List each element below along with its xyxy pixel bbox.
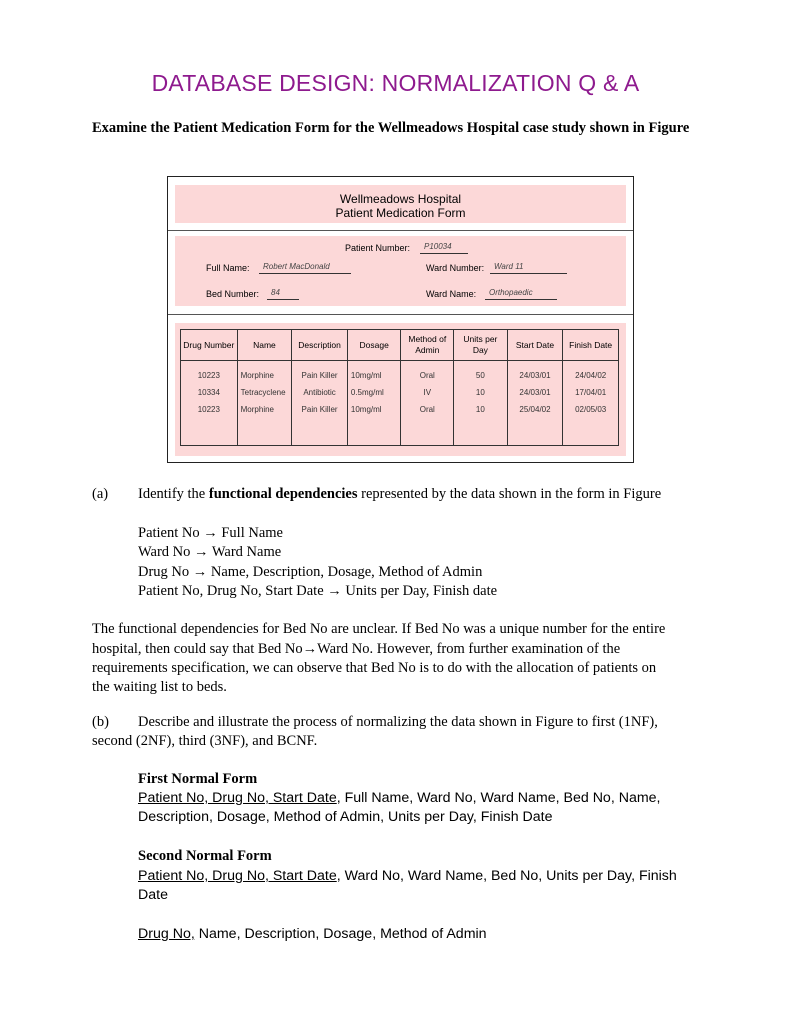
form-medication-band [175, 323, 626, 456]
method-cell: Oral IV Oral [401, 361, 454, 446]
question-b-text: second (2NF), third (3NF), and BCNF. [92, 733, 318, 749]
fd-note-line: hospital, then could say that Bed No→Ward No. However, from further examination of the [92, 641, 621, 657]
form-name: Patient Medication Form [335, 206, 466, 220]
fd-item: Patient No → Full Name [138, 525, 283, 541]
description-cell: Pain Killer Antibiotic Pain Killer [292, 361, 348, 446]
fd-item: Ward No → Ward Name [138, 544, 282, 560]
nf1-relation: Patient No, Drug No, Start Date, Full Name, Ward No, Ward Name, Bed No, Name, [138, 790, 661, 806]
bed-number-label: Bed Number: [206, 289, 260, 299]
patient-number-label: Patient Number: [345, 243, 411, 253]
nf2-heading: Second Normal Form [138, 848, 272, 864]
question-b-label: (b) [92, 714, 109, 730]
finish-date-cell: 24/04/02 17/04/01 02/05/03 [563, 361, 619, 446]
form-hospital-name: Wellmeadows Hospital [339, 192, 462, 206]
fd-note-line: The functional dependencies for Bed No are unclear. If Bed No was a unique number for the entire [92, 621, 666, 637]
full-name-value: Robert MacDonald [259, 262, 351, 274]
column-header: Units per Day [454, 330, 508, 361]
ward-number-label: Ward Number: [426, 263, 485, 273]
patient-medication-form-figure [167, 176, 634, 463]
column-header: Finish Date [563, 330, 619, 361]
dosage-cell: 10mg/ml 0.5mg/ml 10mg/ml [347, 361, 401, 446]
nf1-heading: First Normal Form [138, 771, 258, 787]
bed-number-value: 84 [267, 288, 299, 300]
intro-text: Examine the Patient Medication Form for the Wellmeadows Hospital case study shown in Figure [92, 120, 690, 136]
ward-name-label: Ward Name: [426, 289, 477, 299]
question-a-label: (a) [92, 486, 109, 502]
fd-item: Patient No, Drug No, Start Date → Units per Day, Finish date [138, 583, 498, 599]
ward-name-value: Orthopaedic [485, 288, 557, 300]
ward-number-value: Ward 11 [490, 262, 567, 274]
form-header-band [175, 185, 626, 223]
page-title: DATABASE DESIGN: NORMALIZATION Q & A [151, 70, 640, 96]
column-header: Method of Admin [401, 330, 454, 361]
table-row [181, 361, 619, 446]
column-header: Dosage [347, 330, 401, 361]
form-patient-info-band [175, 236, 626, 306]
nf2-relation-cont: Date [138, 887, 168, 903]
nf2-relation: Patient No, Drug No, Start Date, Ward No, Ward Name, Bed No, Units per Day, Finish [138, 868, 677, 884]
full-name-label: Full Name: [206, 263, 250, 273]
medication-table [180, 329, 619, 446]
question-a-text: Identify the functional dependencies represented by the data shown in the form in Figure [138, 486, 662, 502]
patient-number-value: P10034 [420, 242, 468, 254]
question-b-text: Describe and illustrate the process of normalizing the data shown in Figure to first (1NF), [138, 714, 658, 730]
nf2-drug-relation: Drug No, Name, Description, Dosage, Method of Admin [138, 926, 487, 942]
fd-note-line: the waiting list to beds. [92, 679, 227, 695]
form-separator [168, 314, 633, 315]
units-cell: 50 10 10 [454, 361, 508, 446]
start-date-cell: 24/03/01 24/03/01 25/04/02 [507, 361, 563, 446]
column-header: Start Date [507, 330, 563, 361]
table-header-row [181, 330, 619, 361]
column-header: Name [237, 330, 292, 361]
nf1-relation-cont: Description, Dosage, Method of Admin, Units per Day, Finish Date [138, 809, 553, 825]
fd-item: Drug No → Name, Description, Dosage, Method of Admin [138, 564, 483, 580]
form-separator [168, 230, 633, 231]
drug-number-cell: 10223 10334 10223 [181, 361, 238, 446]
column-header: Drug Number [181, 330, 238, 361]
fd-note-line: requirements specification, we can observe that Bed No is to do with the allocation of patients on [92, 660, 657, 676]
drug-name-cell: Morphine Tetracyclene Morphine [237, 361, 292, 446]
column-header: Description [292, 330, 348, 361]
